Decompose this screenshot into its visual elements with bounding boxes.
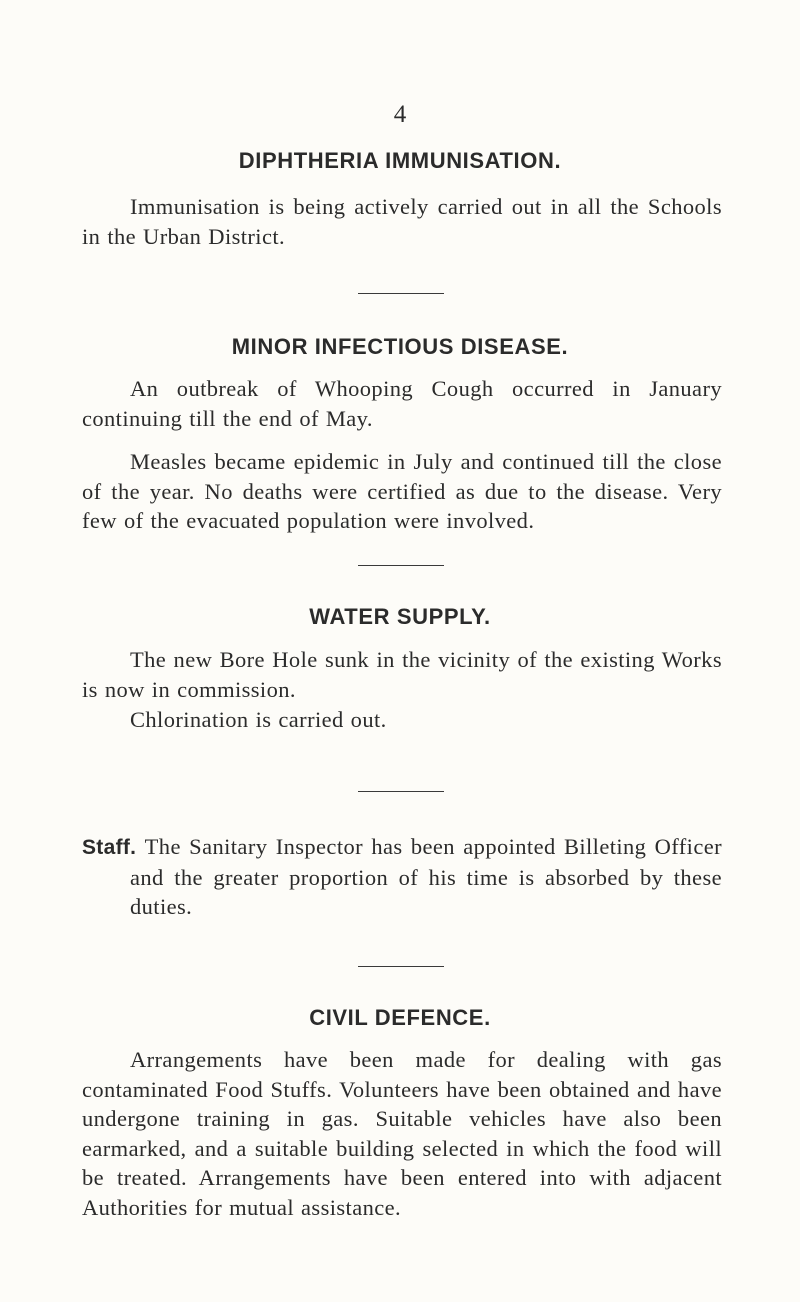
heading-diphtheria-immunisation: DIPHTHERIA IMMUNISATION.: [238, 148, 562, 173]
section-divider: [358, 791, 444, 792]
page-number: 4: [393, 101, 407, 128]
paragraph-chlorination: Chlorination is carried out.: [130, 707, 387, 732]
paragraph-diphtheria-immunisation: Immunisation is being actively carried out in all the Schools in the Urban District.: [82, 194, 722, 249]
section-divider: [358, 966, 444, 967]
staff-text: The Sanitary Inspector has been appointed Billeting Officer and the greater proportion of his time is absorbed by these duties.: [130, 834, 722, 919]
section-divider: [358, 293, 444, 294]
paragraph-civil-defence: Arrangements have been made for dealing with gas contaminated Food Stuffs. Volunteers have been obtained and have undergone training in gas. Suitable vehicles have also been earmarked, and a suitable building selected in which the food will be treated. Arrangements have been entered into with adjacent Authorities for mutual assistance.: [82, 1047, 722, 1220]
paragraph-measles: Measles became epidemic in July and continued till the close of the year. No deaths were certified as due to the disease. Very few of the evacuated population were involved.: [82, 449, 722, 533]
paragraph-staff: [82, 832, 722, 922]
run-in-heading-staff: Staff.: [82, 836, 137, 859]
section-divider: [358, 565, 444, 566]
paragraph-whooping-cough: An outbreak of Whooping Cough occurred in January continuing till the end of May.: [82, 376, 722, 431]
heading-civil-defence: CIVIL DEFENCE.: [309, 1005, 491, 1030]
heading-minor-infectious-disease: MINOR INFECTIOUS DISEASE.: [231, 334, 569, 359]
heading-water-supply: WATER SUPPLY.: [309, 604, 491, 629]
paragraph-bore-hole: The new Bore Hole sunk in the vicinity of the existing Works is now in commission.: [82, 647, 722, 702]
